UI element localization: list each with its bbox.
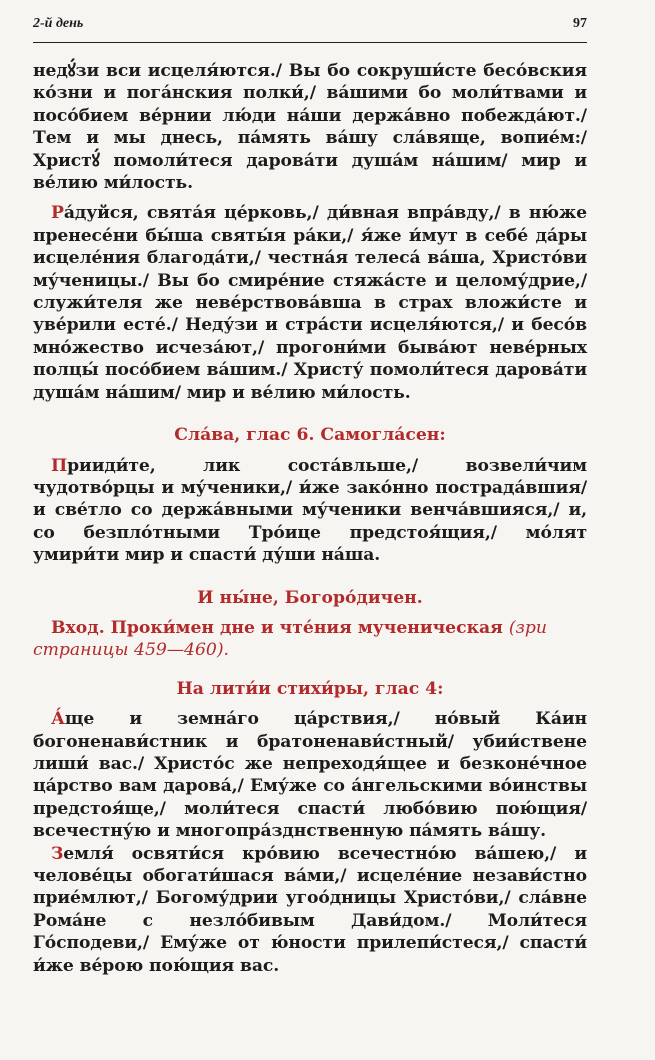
page-header xyxy=(33,16,587,32)
initial-letter: Р xyxy=(51,203,64,224)
initial-letter: П xyxy=(51,455,68,476)
page-body xyxy=(33,60,587,977)
section-heading: Сла́ва, глас 6. Самогла́сен: xyxy=(174,425,446,446)
header-rule xyxy=(33,42,587,43)
stichera-continuation: недꙋ́зи вси исцеля́ются./ Вы бо сокруши́сте бесо́вския ко́зни и пога́нския полки́,/ ва́шими бо моли́твами и посо́бием ве́рнии лю́ди на́ши держа́вно побежда́ют./ Тем и мы днесь, па́мять ва́шу сла́вяще, вопие́м:/ Христꙋ́ помоли́теся дарова́ти душа́м на́шим/ мир и ве́лию ми́лость. xyxy=(33,61,587,194)
running-head: 2-й день xyxy=(33,16,84,31)
page-number: 97 xyxy=(573,16,587,31)
initial-letter: З xyxy=(51,843,64,864)
initial-letter: А́ xyxy=(51,709,65,730)
section-heading: На лити́и стихи́ры, глас 4: xyxy=(176,678,444,699)
stichera-paragraph: Ра́дуйся, свята́я це́рковь,/ ди́вная впра́вду,/ в ню́же пренесе́ни бы́ша святы́я ра́ки,/ я́же и́мут в себе́ да́ры исцеле́ния благода́ти,/ честна́я телеса́ ва́ша, Христо́ви му́ченицы./ Вы бо смире́ние стяжа́сте и целому́дрие,/ служи́теля же неве́рствова́вша в страх вложи́сте и уве́рили есте́./ Неду́зи и стра́сти исцеля́ются,/ и бесо́в мно́жество исчеза́ют,/ прогони́ми быва́ют неве́рных полцы́ посо́бием ва́шим./ Христу́ помоли́теся дарова́ти душа́м на́шим/ мир и ве́лию ми́лость. xyxy=(33,203,587,403)
litia-stichera-paragraph: А́ще и земна́го ца́рствия,/ но́вый Ка́ин богоненави́стник и братоненави́стный/ убии́ствене лиши́ вас./ Христо́с же непреходя́щее и безконе́чное ца́рство вам дарова́,/ Ему́же со а́нгельскими во́инствы предстоя́ще,/ моли́теся спасти́ любо́вию пою́щия/ всечестну́ю и многопра́зднственную па́мять ва́шу. xyxy=(33,709,587,842)
doxastikon-paragraph: Прииди́те, лик соста́вльше,/ возвели́чим чудотво́рцы и му́ченики,/ и́же зако́нно пострада́вшия/ и све́тло со держа́вными му́ченики венча́вшияся,/ и, со безпло́тными Тро́ице предстоя́щия,/ мо́лят умири́ти мир и спасти́ ду́ши на́ша. xyxy=(33,455,587,566)
section-heading: И ны́не, Богоро́дичен. xyxy=(197,587,423,608)
litia-stichera-paragraph: Земля́ освяти́ся кро́вию всечестно́ю ва́шею,/ и челове́цы обогати́шася ва́ми,/ исцеле́ние незави́стно прие́млют,/ Богому́дрии угоо́дницы Христо́ви,/ сла́вне Рома́не с незло́бивым Дави́дом./ Моли́теся Го́сподеви,/ Ему́же от ю́ности прилепи́стеся,/ спасти́ и́же ве́рою пою́щия вас. xyxy=(33,843,587,976)
rubric-note: Вход. Проки́мен дне и чте́ния мученическая (зри страницы 459—460). xyxy=(33,617,547,661)
